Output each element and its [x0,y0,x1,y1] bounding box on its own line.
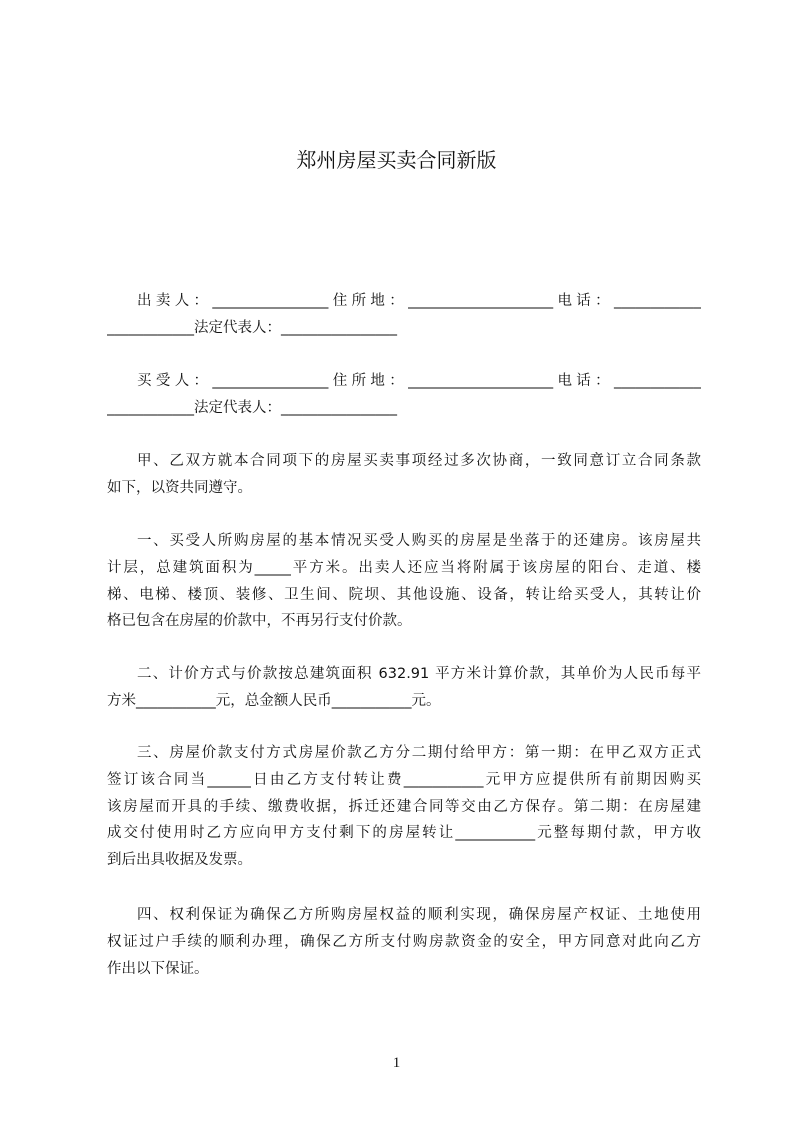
text-line: 梯、电梯、楼顶、装修、卫生间、院坝、其他设施、设备，转让给买受人，其转让价 [107,586,701,603]
text-line: 成交付使用时乙方应向甲方支付剩下的房屋转让___________元整每期付款，甲方收 [107,825,701,842]
text-line: 三、房屋价款支付方式房屋价款乙方分二期付给甲方：第一期：在甲乙双方正式 [137,745,701,761]
clause-4 [107,902,701,982]
text-line: 四、权利保证为确保乙方所购房屋权益的顺利实现，确保房屋产权证、土地使用 [137,907,701,923]
text-line: 计层，总建筑面积为_____平方米。出卖人还应当将附属于该房屋的阳台、走道、楼 [107,559,701,576]
buyer-info [107,368,701,422]
clause-2 [107,661,701,715]
text-line: 格已包含在房屋的价款中，不再另行支付价款。 [107,613,412,630]
text-line: 买受人：________________住所地：____________________电话：____________ [137,373,701,389]
document-title: 郑州房屋买卖合同新版 [296,148,497,172]
preamble [107,448,701,502]
text-line: 如下，以资共同遵守。 [107,479,252,496]
text-line: 一、买受人所购房屋的基本情况买受人购买的房屋是坐落于的还建房。该房屋共 [137,533,701,549]
clause-1 [107,528,701,635]
text-line: 该房屋而开具的手续、缴费收据，拆迁还建合同等交由乙方保存。第二期：在房屋建 [107,798,701,815]
text-line: 作出以下保证。 [107,960,209,977]
text-line: 甲、乙双方就本合同项下的房屋买卖事项经过多次协商，一致同意订立合同条款 [137,453,701,469]
text-line: ____________法定代表人：________________ [107,399,397,416]
page-number: 1 [392,1055,401,1071]
seller-info [107,288,701,342]
text-line: 二、计价方式与价款按总建筑面积 632.91 平方米计算价款，其单价为人民币每平 [137,666,701,682]
text-line: 签订该合同当______日由乙方支付转让费___________元甲方应提供所有前期因购买 [107,771,701,788]
text-line: 出卖人：________________住所地：____________________电话：____________ [137,293,701,309]
text-line: 到后出具收据及发票。 [107,852,252,869]
text-line: ____________法定代表人：________________ [107,319,397,336]
clause-3 [107,740,701,874]
text-line: 权证过户手续的顺利办理，确保乙方所支付购房款资金的安全，甲方同意对此向乙方 [107,933,701,950]
text-line: 方米___________元，总金额人民币___________元。 [107,692,441,709]
